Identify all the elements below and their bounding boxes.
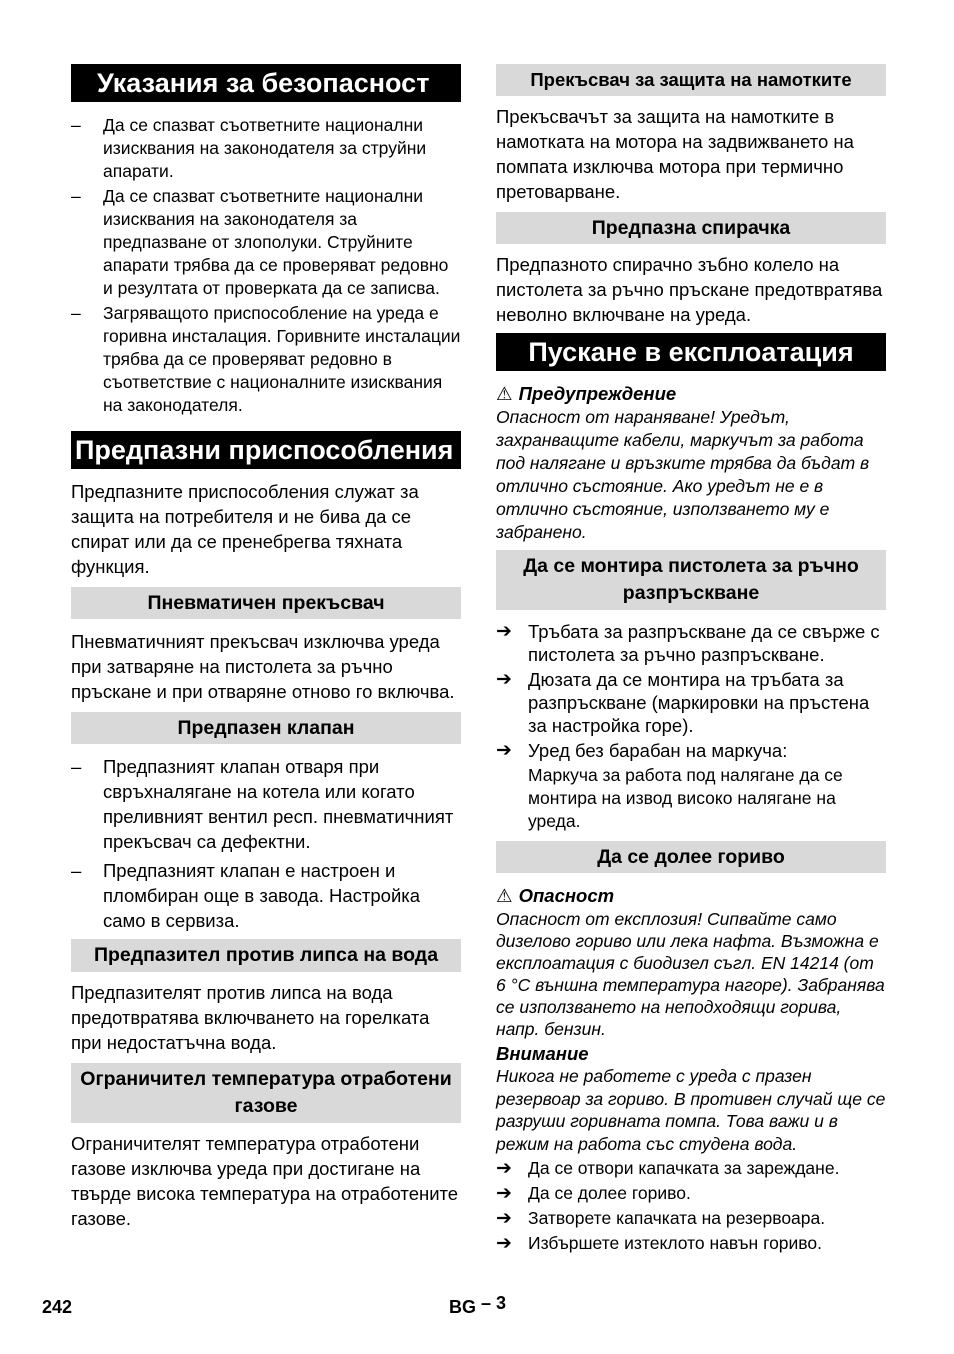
arrow-right-icon: ➔ [496,1233,512,1254]
page-number: 242 [42,1297,73,1317]
warning-title: ⚠ Предупреждение [496,383,677,404]
devices-text: Предпазните приспособления служат за защита на потребителя и не бива да се спират или да се пренебрегва тяхната функция. [71,481,419,577]
exhaust-heading: Ограничител температура отработени газове [71,1063,461,1123]
mount-heading: Да се монтира пистолета за ръчно разпръскване [496,550,886,610]
list-item: ➔ Затворете капачката на резервоара. [496,1208,826,1229]
list-item: – Предпазният клапан е настроен и пломбиран още в завода. Настройка само в сервиза. [71,860,421,931]
right-column [496,64,886,1257]
brake-text: Предпазното спирачно зъбно колело на пистолета за ръчно пръскане предотвратява неволно включване на уреда. [496,254,883,325]
exhaust-text: Ограничителят температура отработени газове изключва уреда при достигане на твърде висока температура на отработените газове. [71,1133,459,1229]
safety-list [71,114,461,417]
arrow-right-icon: ➔ [496,1208,512,1229]
arrow-right-icon: ➔ [496,1183,512,1204]
pneumatic-heading: Пневматичен прекъсвач [71,587,461,619]
safety-heading: Указания за безопасност [71,64,461,102]
list-item: ➔ Тръбата за разпръскване да се свърже с пистолета за ръчно разпръскване. [496,621,880,665]
winding-heading: Прекъсвач за защита на намотките [496,64,886,96]
list-item: ➔ Избършете изтеклото навън гориво. [496,1233,823,1254]
arrow-right-icon: ➔ [496,1158,512,1179]
mount-note: Маркуча за работа под налягане да се монтира на извод високо налягане на уреда. [528,765,843,831]
warning-text: Опасност от нараняване! Уредът, захранващите кабели, маркучът за работа под налягане и връзките трябва да бъдат в отлично състояние. Ако уредът не е в отлично състояние, използването му е забранено. [496,407,870,542]
lang-label: BG [449,1297,476,1317]
arrow-right-icon: ➔ [496,621,512,642]
fuel-list [496,1157,886,1255]
brake-heading: Предпазна спирачка [496,212,886,244]
list-item: ➔ Дюзата да се монтира на тръбата за разпръскване (маркировки на пръстена за настройка горе). [496,669,870,736]
attention-title: Внимание [496,1043,589,1064]
footer-lang [449,1293,507,1318]
valve-list [71,754,461,933]
lang-page: – 3 [481,1293,507,1313]
list-item: ➔ Да се долее гориво. [496,1183,691,1204]
pneumatic-text: Пневматичният прекъсвач изключва уреда при затваряне на пистолета за ръчно пръскане и при отваряне отново го включва. [71,631,455,702]
fuel-heading: Да се долее гориво [496,841,886,873]
list-item: – Предпазният клапан отваря при свръхналягане на котела или когато преливният вентил респ. пневматичният прекъсвач са дефектни. [71,756,454,852]
left-column [71,64,461,1231]
arrow-right-icon: ➔ [496,740,512,761]
devices-heading: Предпазни приспособления [71,431,461,469]
list-item: – Да се спазват съответните национални изисквания на законодателя за предпазване от злополуки. Струйните апарати трябва да се проверяват редовно и резултата от проверката да се записва. [71,186,449,298]
list-item: – Да се спазват съответните национални изисквания на законодателя за струйни апарати. [71,115,427,181]
list-item: – Загряващото приспособление на уреда е горивна инсталация. Горивните инсталации трябва да се проверяват редовно в съответствие с националните изисквания на законодателя. [71,303,461,415]
winding-text: Прекъсвачът за защита на намотките в намотката на мотора на задвижването на помпата изключва мотора при термично претоварване. [496,106,854,202]
mount-list [496,620,886,762]
list-item: ➔ Уред без барабан на маркуча: [496,740,788,761]
valve-heading: Предпазен клапан [71,712,461,744]
arrow-right-icon: ➔ [496,669,512,690]
attention-text: Никога не работете с уреда с празен резервоар за гориво. В противен случай ще се разруши горивната помпа. Това важи и в режим на работа със студена вода. [496,1066,886,1154]
water-text: Предпазителят против липса на вода предотвратява включването на горелката при недостатъчна вода. [71,982,430,1053]
water-heading: Предпазител против липса на вода [71,939,461,972]
danger-text: Опасност от експлозия! Сипвайте само дизелово гориво или лека нафта. Възможна е експлоатация с биодизел съгл. EN 14214 (от 6 °C външна температура нагоре). Забранява се използването на неподходящи горива, напр. бензин. [496,909,885,1039]
warning-triangle-icon: ⚠ [496,383,513,404]
warning-triangle-icon: ⚠ [496,885,513,906]
danger-title: ⚠ Опасност [496,885,615,906]
start-heading: Пускане в експлоатация [496,333,886,371]
list-item: ➔ Да се отвори капачката за зареждане. [496,1158,840,1179]
